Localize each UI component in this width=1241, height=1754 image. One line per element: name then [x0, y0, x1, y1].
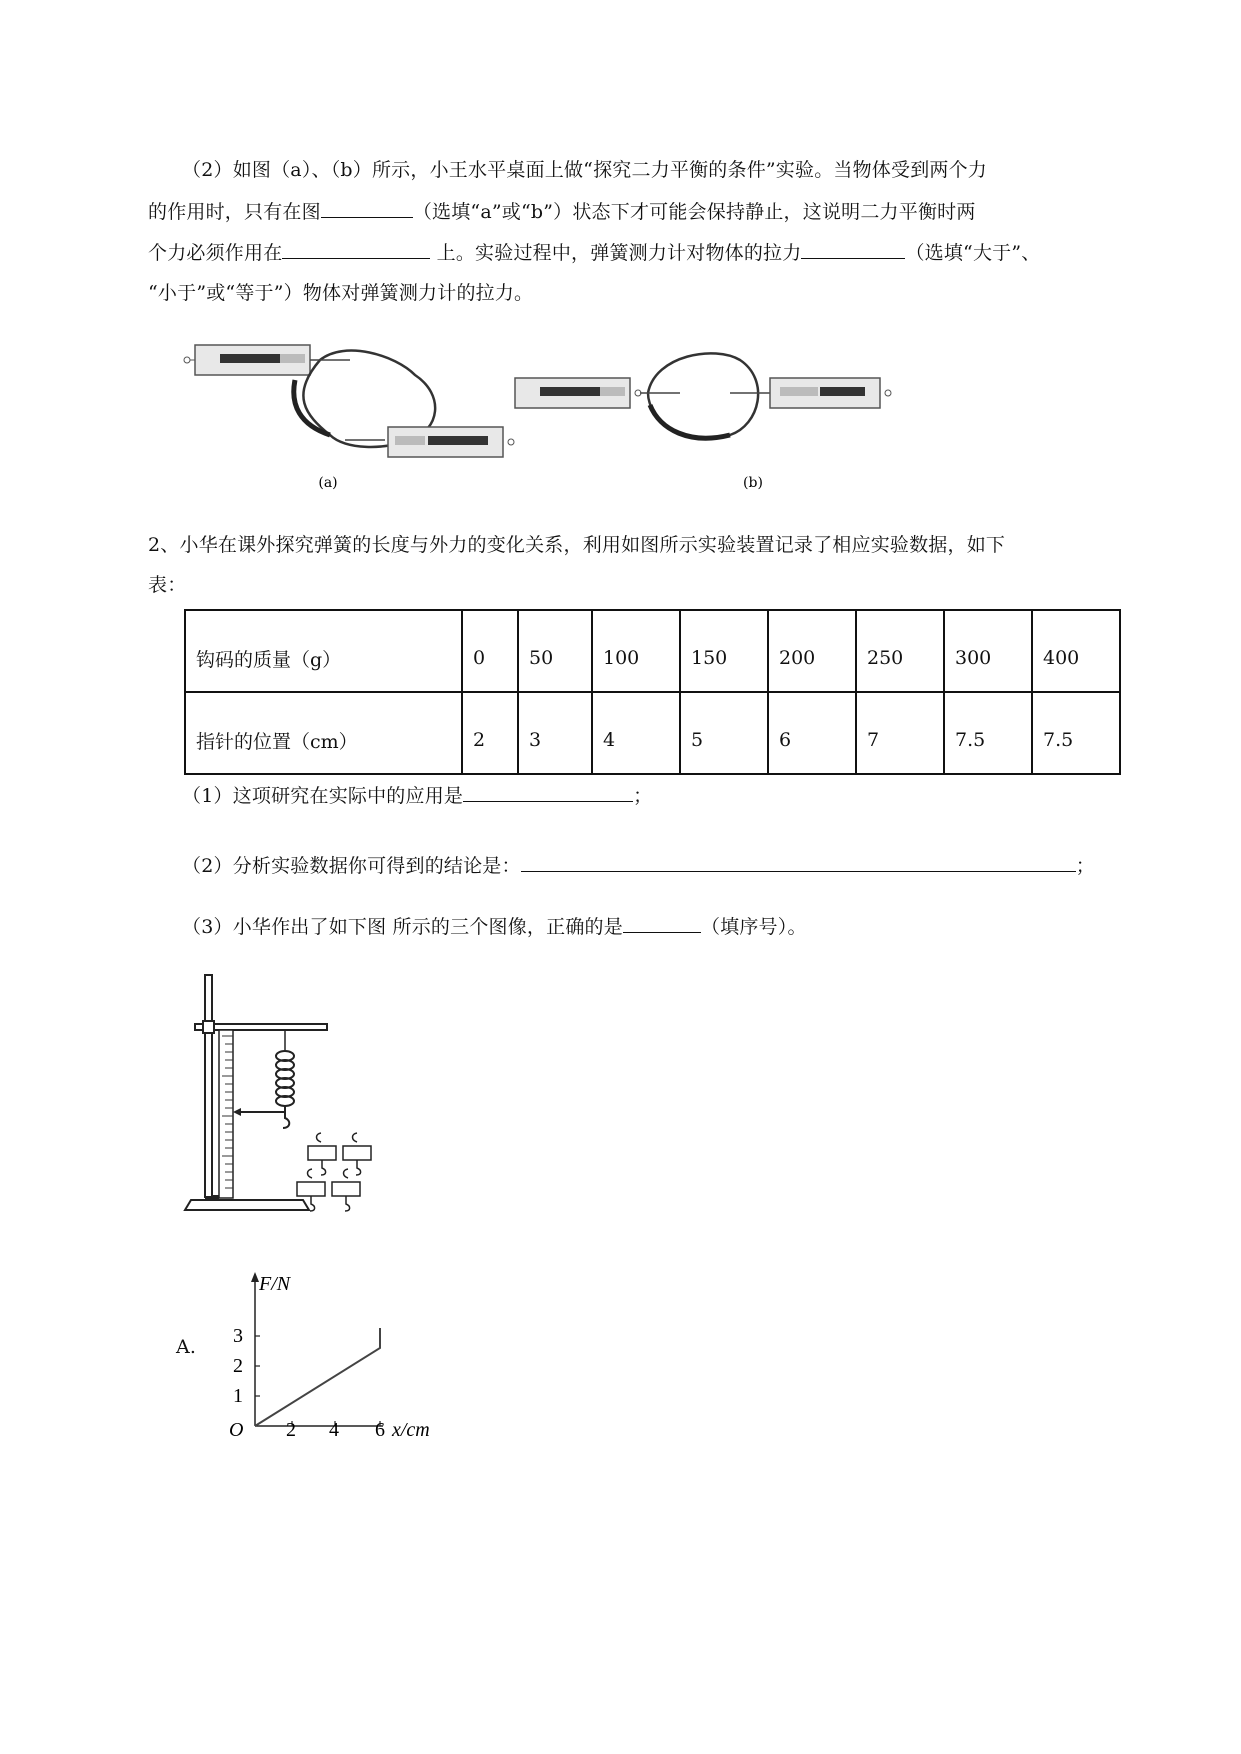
x-tick-label: 6 — [375, 1419, 385, 1436]
table-cell: 200 — [768, 610, 856, 692]
sub-question-3-text: （3）小华作出了如下图 所示的三个图像，正确的是 — [182, 916, 623, 938]
spring-scale-icon — [388, 427, 514, 457]
sub-question-1-text: （1）这项研究在实际中的应用是 — [182, 785, 464, 807]
table-row — [185, 610, 1120, 692]
sub-question-2 — [182, 853, 1095, 878]
y-tick-label: 2 — [233, 1355, 243, 1377]
row-header: 指针的位置（cm） — [185, 692, 462, 774]
answer-blank-figure[interactable] — [321, 199, 413, 218]
sub-question-2-end: ； — [1075, 855, 1095, 877]
hook-weights-icon — [297, 1133, 371, 1211]
option-a-label[interactable]: A. — [176, 1336, 197, 1358]
answer-blank-conclusion[interactable] — [521, 853, 1076, 872]
figure-spring-scales-ab — [170, 335, 1000, 495]
label-a: (a) — [318, 475, 338, 491]
answer-blank-application[interactable] — [463, 783, 633, 802]
table-cell: 3 — [518, 692, 592, 774]
table-cell: 150 — [680, 610, 768, 692]
y-tick-label: 3 — [233, 1325, 243, 1347]
figure-spring-apparatus — [175, 970, 435, 1225]
table-cell: 2 — [462, 692, 518, 774]
q2-line-1: 2、小华在课外探究弹簧的长度与外力的变化关系，利用如图所示实验装置记录了相应实验数据，如下 — [148, 534, 1006, 556]
table-cell: 50 — [518, 610, 592, 692]
x-tick-label: 4 — [329, 1419, 339, 1436]
x-axis-label: x/cm — [392, 1419, 430, 1436]
q1-line-4: “小于”或“等于”）物体对弹簧测力计的拉力。 — [148, 282, 534, 304]
table-cell: 400 — [1032, 610, 1120, 692]
q1-line-3-a: 个力必须作用在 — [148, 242, 283, 264]
y-axis-label: F/N — [259, 1273, 291, 1295]
label-b: (b) — [743, 475, 763, 491]
table-cell: 6 — [768, 692, 856, 774]
spring-scale-icon — [515, 378, 641, 408]
table-cell: 7.5 — [1032, 692, 1120, 774]
table-cell: 300 — [944, 610, 1032, 692]
graph-a-series-line — [255, 1328, 380, 1426]
sub-question-2-text: （2）分析实验数据你可得到的结论是： — [182, 855, 521, 877]
answer-blank-line[interactable] — [282, 240, 430, 259]
spring-scale-icon — [770, 378, 891, 408]
table-cell: 100 — [592, 610, 680, 692]
q1-line-2 — [148, 199, 976, 224]
q1-line-1: （2）如图（a）、（b）所示，小王水平桌面上做“探究二力平衡的条件”实验。当物体受到两个力 — [182, 159, 988, 181]
ruler-icon — [219, 1030, 233, 1198]
q2-line-2: 表： — [148, 574, 187, 596]
data-table — [184, 609, 1121, 775]
q1-line-2-a: 的作用时，只有在图 — [148, 201, 321, 223]
table-cell: 250 — [856, 610, 944, 692]
sub-question-1 — [182, 783, 652, 808]
graph-a — [225, 1268, 455, 1436]
origin-label: O — [229, 1419, 244, 1436]
row-header: 钩码的质量（g） — [185, 610, 462, 692]
q1-line-3 — [148, 240, 1040, 265]
x-tick-label: 2 — [286, 1419, 296, 1436]
sub-question-3 — [182, 914, 807, 939]
table-row — [185, 692, 1120, 774]
table-cell: 4 — [592, 692, 680, 774]
sub-question-3-end: （填序号）。 — [700, 916, 807, 938]
table-cell: 0 — [462, 610, 518, 692]
spring-scale-icon — [184, 345, 310, 375]
table-cell: 5 — [680, 692, 768, 774]
table-cell: 7.5 — [944, 692, 1032, 774]
sub-question-1-end: ； — [633, 785, 653, 807]
answer-blank-graph[interactable] — [623, 914, 701, 933]
y-tick-label: 1 — [233, 1385, 243, 1407]
q1-line-3-b: 上。实验过程中，弹簧测力计对物体的拉力 — [430, 242, 802, 264]
table-cell: 7 — [856, 692, 944, 774]
spring-icon — [276, 1030, 294, 1128]
q1-line-2-b: （选填“a”或“b”）状态下才可能会保持静止，这说明二力平衡时两 — [412, 201, 976, 223]
q1-line-3-c: （选填“大于”、 — [905, 242, 1041, 264]
answer-blank-force[interactable] — [801, 240, 905, 259]
